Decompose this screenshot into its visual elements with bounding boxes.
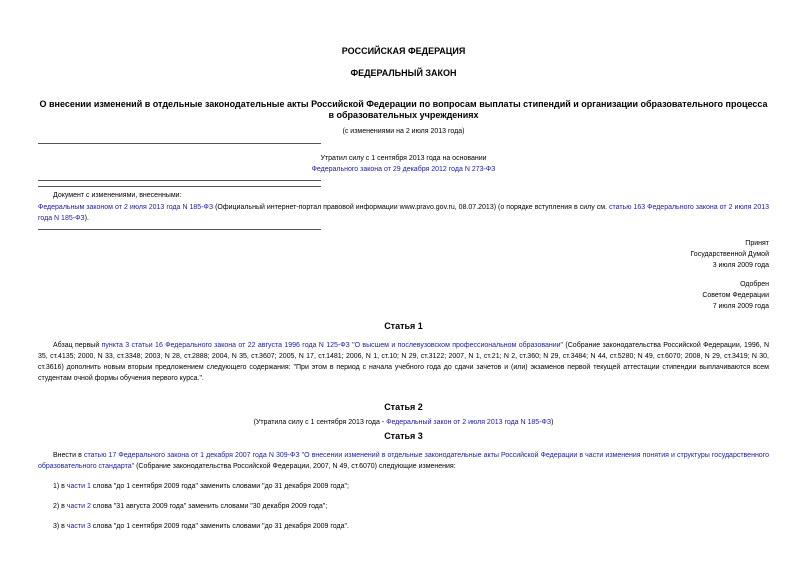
changes-text: (Официальный интернет-портал правовой информации www.pravo.gov.ru, 08.07.2013) (о порядке вступления в силу см. [213, 204, 609, 211]
article-3-text-rest: (Собрание законодательства Российской Федерации, 2007, N 49, ст.6070) следующие изменения: [134, 463, 456, 470]
list-item-prefix: 2) в [53, 503, 67, 510]
adopted-block [690, 238, 769, 271]
changes-link-185fz[interactable]: Федеральным законом от 2 июля 2013 года N 185-ФЗ [38, 204, 214, 211]
repeal-text: Утратил силу с 1 сентября 2013 года на основании [320, 155, 487, 162]
list-item-link[interactable]: части 2 [66, 503, 91, 510]
adopted-line-1: Принят [745, 240, 769, 247]
article-1-text-rest: (Собрание законодательства Российской Федерации, 1996, N 35, ст.4135; 2000, N 33, ст.3348; 2003, N 28, ст.2888; 2004, N 35, ст.3607; 2005, N 17, ст.1481; 2006, N 1, ст.10; N 29, ст.3122; 2007, N 1, ст.21; N 2, ст.360; N 29, ст.3484; N 44, ст.5280; N 49, ст.6070; 2008, N 29, ст.3419; N 30, ст.3616) дополнить новым вторым предложением следующего содержания: "При этом в период с начала учебного года до сдачи зачетов и (или) экзаменов первой текущей аттестации стипендии выплачиваются всем студентам очной формы обучения первого курса.". [38, 342, 769, 382]
article-1-link[interactable]: пункта 3 статьи 16 Федерального закона от 22 августа 1996 года N 125-ФЗ "О высшем и послевузовском профессиональном образовании" [101, 342, 564, 349]
list-item-prefix: 3) в [53, 523, 67, 530]
approved-line-1: Одобрен [740, 281, 769, 288]
article-2-heading: Статья 2 [384, 402, 423, 412]
divider [38, 229, 321, 230]
divider [38, 143, 321, 144]
article-1-text [38, 340, 769, 384]
list-item-prefix: 1) в [53, 483, 67, 490]
approved-block [702, 279, 769, 312]
list-item [53, 503, 327, 510]
changes-label: Документ с изменениями, внесенными: [53, 192, 182, 199]
article-1-text-start: Абзац первый [53, 342, 102, 349]
article-2-text-start: (Утратила силу с 1 сентября 2013 года - [253, 419, 387, 426]
changes-text-end: ). [84, 215, 89, 222]
approved-line-2: Советом Федерации [702, 292, 769, 299]
changes-link-article-163[interactable]: статью 163 Федерального закона от 2 июля 2013 года N 185-ФЗ [38, 204, 769, 222]
changes-paragraph [38, 202, 769, 224]
article-3-link[interactable]: статью 17 Федерального закона от 1 декабря 2007 года N 309-ФЗ "О внесении изменений в отдельные законодательные акты Российской Федерации в части изменения понятия и структуры государственного образовательного стандарта" [38, 452, 769, 470]
list-item-text: слова "до 1 сентября 2009 года" заменить словами "до 31 декабря 2009 года"; [90, 483, 349, 490]
list-item-text: слова "31 августа 2009 года" заменить словами "30 декабря 2009 года"; [90, 503, 328, 510]
article-2-link[interactable]: Федеральный закон от 2 июля 2013 года N 185-ФЗ [386, 419, 552, 426]
adopted-line-3: 3 июля 2009 года [712, 262, 769, 269]
list-item-link[interactable]: части 1 [66, 483, 91, 490]
article-2-text-end: ) [551, 419, 554, 426]
list-item [53, 483, 349, 490]
approved-line-3: 7 июля 2009 года [712, 303, 769, 310]
repeal-link[interactable]: Федерального закона от 29 декабря 2012 года N 273-ФЗ [311, 166, 496, 173]
doc-type-heading: ФЕДЕРАЛЬНЫЙ ЗАКОН [350, 68, 457, 78]
amended-note: (с изменениями на 2 июля 2013 года) [342, 128, 465, 135]
list-item-link[interactable]: части 3 [66, 523, 91, 530]
adopted-line-2: Государственной Думой [690, 251, 769, 258]
document-title: О внесении изменений в отдельные законодательные акты Российской Федерации по вопросам выплаты стипендий и организации образовательного процесса в образовательных учреждениях [39, 99, 768, 120]
country-heading: РОССИЙСКАЯ ФЕДЕРАЦИЯ [341, 46, 466, 56]
divider [38, 186, 321, 187]
list-item [53, 523, 349, 530]
article-1-heading: Статья 1 [384, 321, 423, 331]
article-3-heading: Статья 3 [384, 431, 423, 441]
list-item-text: слова "до 1 сентября 2009 года" заменить словами "до 31 декабря 2009 года". [90, 523, 349, 530]
divider [38, 180, 321, 181]
article-3-text [38, 450, 769, 472]
article-2-text [0, 419, 807, 426]
article-3-text-start: Внести в [53, 452, 84, 459]
